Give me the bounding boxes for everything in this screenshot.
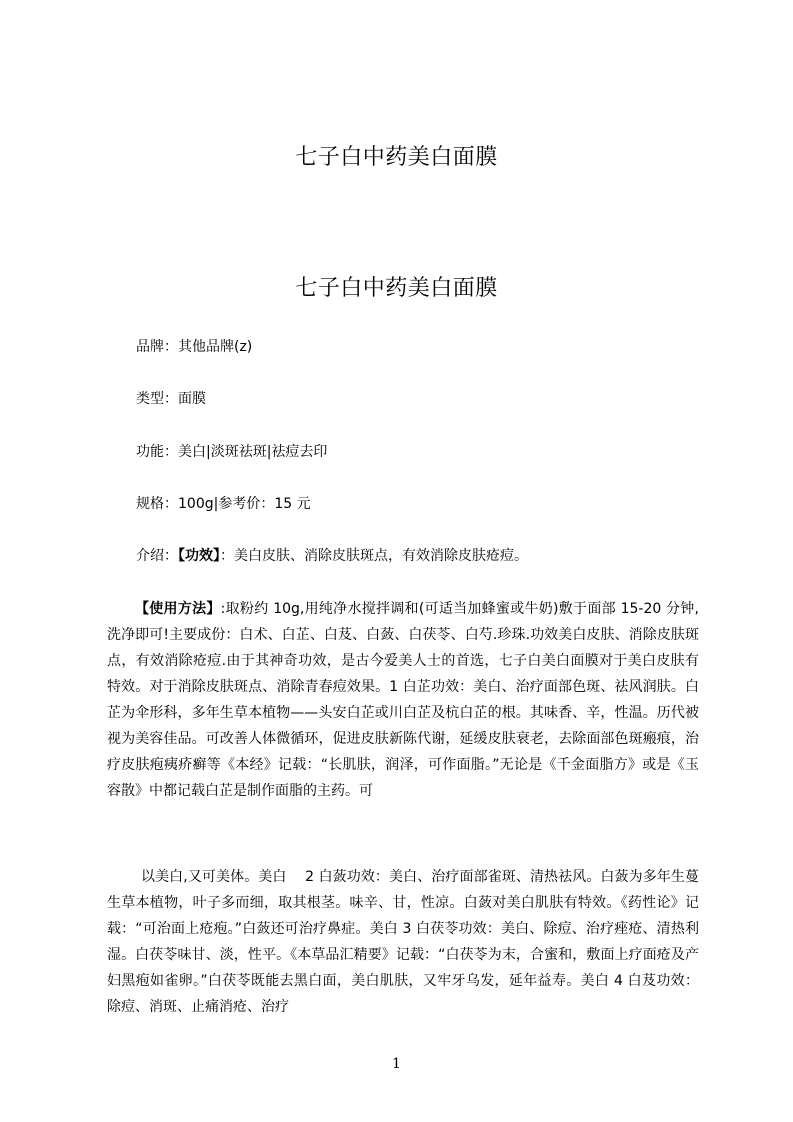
function-field: 功能：美白|淡斑祛斑|祛痘去印 [136,444,328,460]
brand-field: 品牌：其他品牌(z) [136,339,253,355]
intro-field [136,546,528,566]
article-title: 七子白中药美白面膜 [295,276,498,301]
document-title: 七子白中药美白面膜 [295,145,498,170]
second-paragraph: 以美白,又可美体。美白 2 白蔹功效：美白、治疗面部雀斑、清热祛风。白蔹为多年生蔓生草本植物，叶子多而细，取其根茎。味辛、甘，性凉。白蔹对美白肌肤有特效。《药性论》记载：“可治面上疮疱。”白蔹还可治疗鼻症。美白 3 白茯苓功效：美白、除痘、治疗痤疮、清热利湿。白茯苓味甘、淡，性平。《本草品汇精要》记载：“白茯苓为末，合蜜和，敷面上疗面疮及产妇黑疱如雀卵。”白茯苓既能去黑白面，美白肌肤，又牢牙乌发，延年益寿。美白 4 白芨功效：除痘、消斑、止痛消疮、治疗 [107,869,699,1015]
spec-field: 规格：100g|参考价：15 元 [136,496,311,512]
type-field: 类型：面膜 [136,391,206,407]
intro-text: ：美白皮肤、消除皮肤斑点，有效消除皮肤疮痘。 [220,548,528,564]
usage-bold-label: 【使用方法】 [135,601,221,617]
page-number: 1 [392,1056,401,1072]
intro-bold-label: 【功效】 [178,548,220,564]
usage-text: :取粉约 10g,用纯净水搅拌调和(可适当加蜂蜜或牛奶)敷于面部 15-20 分钟,洗净即可!主要成份：白术、白芷、白芨、白蔹、白茯苓、白芍.珍珠.功效美白皮肤、消除皮肤斑点，有效消除疮痘.由于其神奇功效，是古今爱美人士的首选，七子白美白面膜对于美白皮肤有特效。对于消除皮肤斑点、消除青春痘效果。1 白芷功效：美白、治疗面部色斑、祛风润肤。白芷为伞形科，多年生草本植物——头安白芷或川白芷及杭白芷的根。其味香、辛，性温。历代被视为美容佳品。可改善人体微循环，促进皮肤新陈代谢，延缓皮肤衰老，去除面部色斑瘢痕，治疗皮肤疱痍疥癣等《本经》记载：“长肌肤，润泽，可作面脂。”无论是《千金面脂方》或是《玉容散》中都记载白芷是制作面脂的主药。可 [107,601,699,799]
usage-paragraph [107,596,699,804]
intro-label: 介绍： [136,548,178,564]
